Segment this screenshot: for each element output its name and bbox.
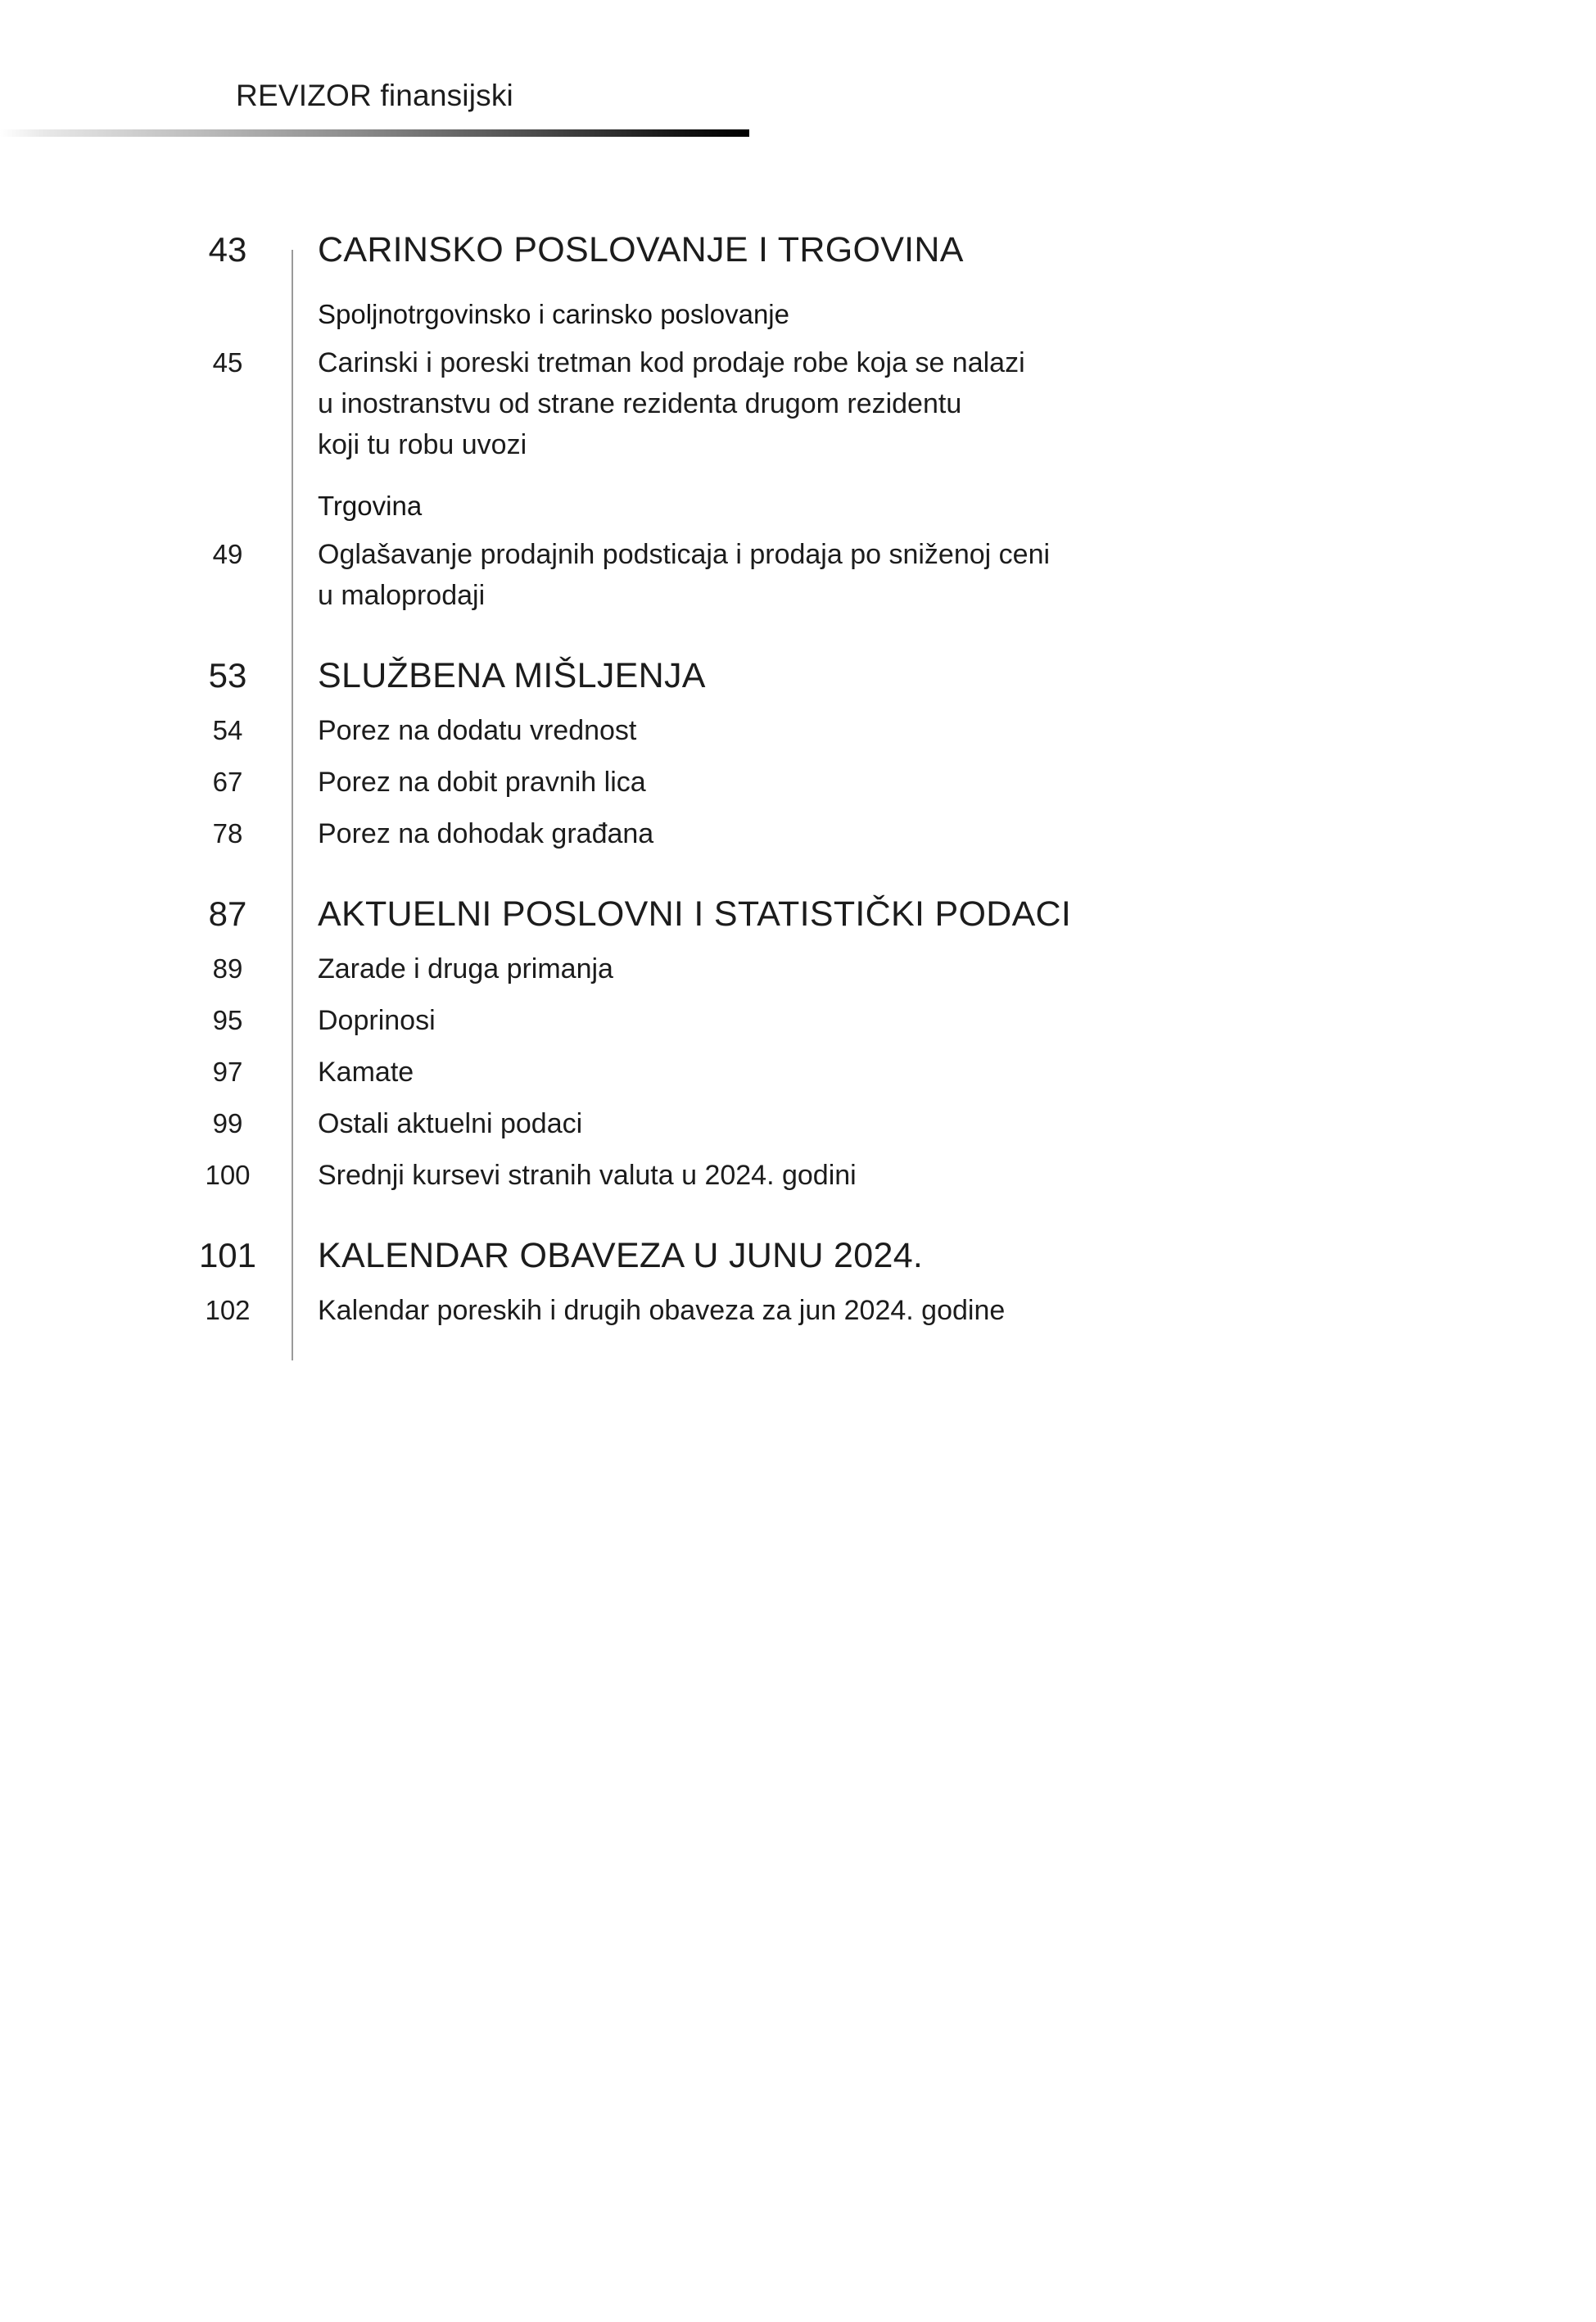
toc-section-title: AKTUELNI POSLOVNI I STATISTIČKI PODACI: [318, 894, 1072, 934]
toc-section-title: SLUŽBENA MIŠLJENJA: [318, 656, 706, 695]
toc-entry-row[interactable]: [179, 948, 1325, 989]
toc-subheading-title: Spoljnotrgovinsko i carinsko poslovanje: [318, 299, 789, 329]
toc-page-number: 54: [212, 715, 243, 745]
header-title: REVIZOR finansijski: [236, 79, 513, 112]
toc-entry-title: Kamate: [318, 1057, 414, 1088]
toc-subheading-row: [179, 485, 1325, 527]
toc-subheading-title: Trgovina: [318, 491, 423, 521]
toc-entry-row[interactable]: [179, 762, 1325, 803]
toc-entry-title: Porez na dobit pravnih lica: [318, 767, 646, 798]
toc-page-number: 97: [212, 1057, 243, 1087]
toc-section-row[interactable]: [179, 652, 1325, 699]
toc-entry-title: Ostali aktuelni podaci: [318, 1108, 583, 1139]
toc-entry-title: [318, 534, 1050, 616]
toc-page-number: 101: [198, 1236, 257, 1274]
toc-entry-row[interactable]: [179, 1103, 1325, 1144]
toc-entry-title: Zarade i druga primanja: [318, 953, 613, 984]
toc-entry-row[interactable]: [179, 710, 1325, 751]
toc-section-row[interactable]: [179, 1232, 1325, 1279]
toc-page-number: 43: [208, 230, 247, 269]
toc-entry-row[interactable]: [179, 534, 1325, 616]
toc-entry-title: Kalendar poreskih i drugih obaveza za jun 2024. godine: [318, 1295, 1006, 1326]
toc-page-number: 100: [205, 1160, 251, 1190]
toc-entry-title: Porez na dodatu vrednost: [318, 715, 637, 746]
page-header: [0, 0, 1596, 139]
toc-page-number: 99: [212, 1108, 243, 1138]
toc-entry-title: Porez na dohodak građana: [318, 818, 654, 849]
table-of-contents: [0, 226, 1596, 1331]
toc-page-number: 87: [208, 894, 247, 933]
toc-entry-row[interactable]: [179, 1052, 1325, 1093]
header-gradient-rule: [0, 129, 749, 137]
toc-page-number: 89: [212, 953, 243, 984]
toc-entry-title: [318, 342, 1025, 465]
toc-page-number: 95: [212, 1005, 243, 1035]
toc-page-number: 102: [205, 1295, 251, 1325]
toc-section-title: KALENDAR OBAVEZA U JUNU 2024.: [318, 1236, 924, 1275]
toc-entry-title: Doprinosi: [318, 1005, 436, 1036]
toc-entry-line: Carinski i poreski tretman kod prodaje robe koja se nalazi: [318, 347, 1025, 378]
toc-section-row[interactable]: [179, 890, 1325, 938]
toc-entry-row[interactable]: [179, 813, 1325, 854]
toc-page-number: 67: [212, 767, 243, 797]
toc-page-number: 49: [212, 539, 243, 569]
toc-page-number: 45: [212, 347, 243, 378]
toc-column-divider: [292, 250, 293, 1360]
toc-entry-line: Oglašavanje prodajnih podsticaja i prodaja po sniženoj ceni: [318, 539, 1051, 570]
toc-entry-row[interactable]: [179, 342, 1325, 465]
toc-entry-line: koji tu robu uvozi: [318, 429, 527, 460]
toc-entry-row[interactable]: [179, 1155, 1325, 1196]
toc-entry-line: u maloprodaji: [318, 580, 486, 611]
toc-entry-line: u inostranstvu od strane rezidenta drugom rezidentu: [318, 388, 962, 419]
toc-entry-row[interactable]: [179, 1290, 1325, 1331]
toc-entry-row[interactable]: [179, 1000, 1325, 1041]
toc-entry-title: Srednji kursevi stranih valuta u 2024. godini: [318, 1160, 857, 1191]
toc-section-title: CARINSKO POSLOVANJE I TRGOVINA: [318, 230, 964, 269]
toc-page-number: 53: [208, 656, 247, 695]
toc-section-row[interactable]: [179, 226, 1325, 274]
toc-page-number: 78: [212, 818, 243, 849]
toc-inner: [179, 226, 1325, 1331]
toc-subheading-row: [179, 293, 1325, 336]
